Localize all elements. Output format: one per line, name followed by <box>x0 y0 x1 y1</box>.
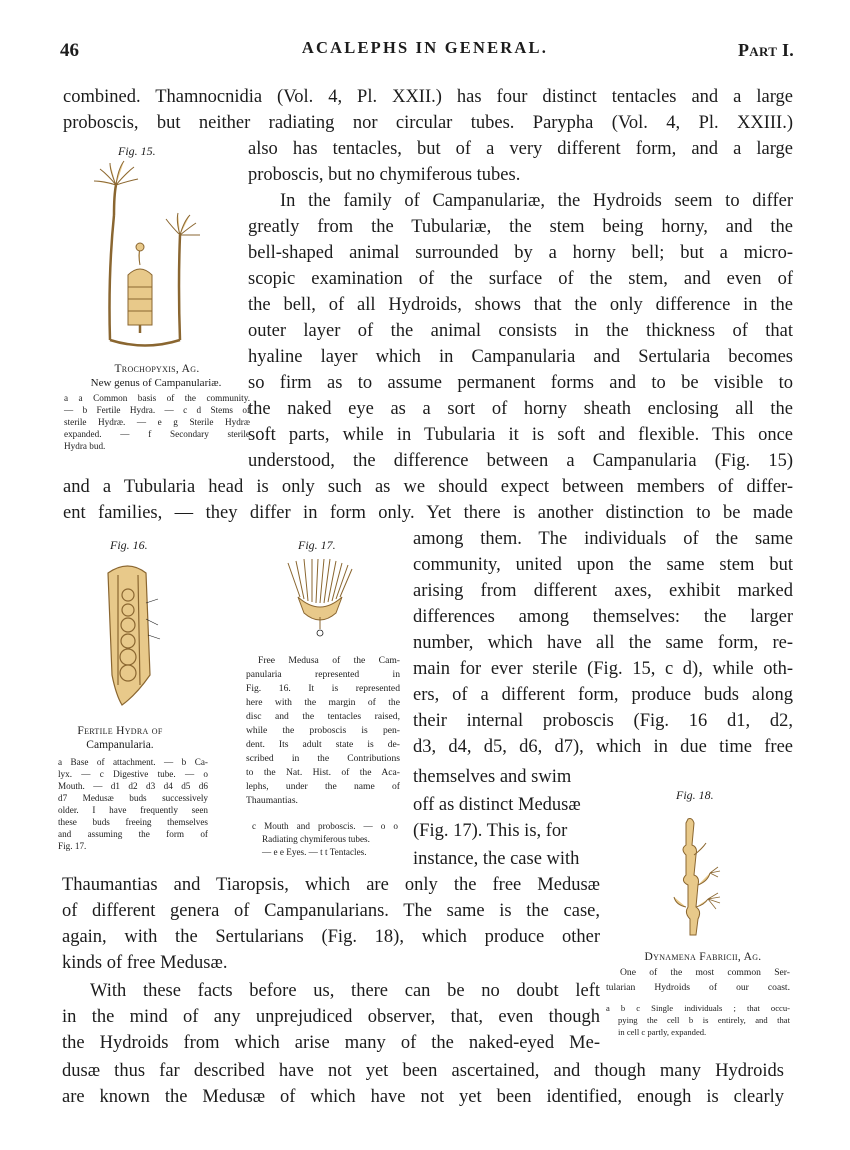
caption-line: a b c Single individuals ; that occu- <box>606 1003 790 1013</box>
caption-line: tularian Hydroids of our coast. <box>606 982 790 993</box>
body-line: differences among themselves: the larger <box>413 607 793 627</box>
body-line: instance, the case with <box>413 849 580 869</box>
legend-line: — b Fertile Hydra. — c d Stems of <box>64 405 250 415</box>
trochopyxis-illustration <box>80 155 220 360</box>
caption-line: in cell c partly, expanded. <box>618 1027 707 1037</box>
body-line: also has tentacles, but of a very different form, and a large <box>248 139 793 159</box>
body-line: main for ever sterile (Fig. 15, c d), while oth- <box>413 659 793 679</box>
body-line: are known the Medusæ of which have not yet been identified, enough is clearly <box>62 1087 784 1107</box>
legend-line: older. I have frequently seen <box>58 805 208 815</box>
body-line: and a Tubularia head is only such as we should expect between members of differ- <box>63 477 793 497</box>
body-line: the naked eye as a sort of horny sheath enclosing all the <box>248 399 793 419</box>
legend-line: a a Common basis of the community. <box>64 393 250 403</box>
caption-line: Thaumantias. <box>246 795 298 806</box>
body-line: bell-shaped animal surrounded by a horny bell; but a micro- <box>248 243 793 263</box>
body-line: so firm as to assume permanent forms and to be visible to <box>248 373 793 393</box>
caption-line: Fig. 16. It is represented <box>246 683 400 694</box>
caption-line: lephs, under the name of <box>246 781 400 792</box>
body-line: soft parts, while in Tubularia it is soft and flexible. This once <box>248 425 793 445</box>
caption-line: here with the margin of the <box>246 697 400 708</box>
caption-line: panularia represented in <box>246 669 400 680</box>
body-line: in the mind of any unprejudiced observer, that, even though <box>62 1007 600 1027</box>
body-line: understood, the difference between a Campanularia (Fig. 15) <box>248 451 793 471</box>
body-line: combined. Thamnocnidia (Vol. 4, Pl. XXII.) has four distinct tentacles and a large <box>63 87 793 107</box>
figure-subtitle: New genus of Campanulariæ. <box>90 377 222 389</box>
body-line: the bell, of all Hydroids, shows that the only difference in the <box>248 295 793 315</box>
body-line: their internal proboscis (Fig. 16 d1, d2, <box>413 711 793 731</box>
body-line: among them. The individuals of the same <box>413 529 793 549</box>
legend-line: expanded. — f Secondary sterile <box>64 429 250 439</box>
caption-line: while the proboscis is pen- <box>246 725 400 736</box>
body-line: ers, of a different form, produce buds along <box>413 685 793 705</box>
body-line: proboscis, but neither radiating nor circular tubes. Parypha (Vol. 4, Pl. XXIII.) <box>63 113 793 133</box>
caption-line: disc and the tentacles raised, <box>246 711 400 722</box>
legend-line: c Mouth and proboscis. — o o <box>252 821 398 831</box>
figure-label: Fig. 15. <box>118 144 156 158</box>
body-line: dusæ thus far described have not yet been ascertained, and though many Hydroids <box>62 1061 784 1081</box>
body-line: arising from different axes, exhibit marked <box>413 581 793 601</box>
caption-line: One of the most common Ser- <box>620 967 790 978</box>
body-line: kinds of free Medusæ. <box>62 953 228 973</box>
legend-line: Radiating chymiferous tubes. <box>262 834 370 844</box>
body-line: themselves and swim <box>413 767 572 787</box>
body-line: outer layer of the animal consists in the thickness of that <box>248 321 793 341</box>
figure-title: Dynamena Fabricii, Ag. <box>644 951 762 963</box>
body-line: scopic examination of the surface of the stem, and even of <box>248 269 793 289</box>
fertile-hydra-illustration <box>88 555 188 715</box>
figure-label: Fig. 16. <box>110 538 148 552</box>
body-line: of different genera of Campanularians. The same is the case, <box>62 901 600 921</box>
body-line: proboscis, but no chymiferous tubes. <box>248 165 521 185</box>
legend-line: Hydra bud. <box>64 441 106 451</box>
body-line: the Hydroids from which arise many of the naked-eyed Me- <box>62 1033 600 1053</box>
caption-line: scribed in the Contributions <box>246 753 400 764</box>
caption-line: dent. Its adult state is de- <box>246 739 400 750</box>
legend-line: sterile Hydræ. — e g Sterile Hydræ <box>64 417 250 427</box>
body-line: d3, d4, d5, d6, d7), which in due time free <box>413 737 793 757</box>
legend-line: a Base of attachment. — b Ca- <box>58 757 208 767</box>
body-line: hyaline layer which in Campanularia and Sertularia becomes <box>248 347 793 367</box>
figure-title: Fertile Hydra of <box>77 725 163 737</box>
legend-line: — e e Eyes. — t t Tentacles. <box>262 847 367 857</box>
legend-line: d7 Medusæ buds successively <box>58 793 208 803</box>
figure-label: Fig. 17. <box>298 538 336 552</box>
body-line: off as distinct Medusæ <box>413 795 581 815</box>
body-line: (Fig. 17). This is, for <box>413 821 568 841</box>
legend-line: Fig. 17. <box>58 841 87 851</box>
figure-subtitle: Campanularia. <box>86 739 154 751</box>
body-line: again, with the Sertularians (Fig. 18), which produce other <box>62 927 600 947</box>
page-number: 46 <box>60 40 79 61</box>
legend-line: and assuming the form of <box>58 829 208 839</box>
figure-label: Fig. 18. <box>676 788 714 802</box>
caption-line: to the Nat. Hist. of the Aca- <box>246 767 400 778</box>
running-title: ACALEPHS IN GENERAL. <box>301 38 549 57</box>
body-line: Thaumantias and Tiaropsis, which are only the free Medusæ <box>62 875 600 895</box>
body-line: ent families, — they differ in form only. Yet there is another distinction to be made <box>63 503 793 523</box>
legend-line: these buds freeing themselves <box>58 817 208 827</box>
body-line: greatly from the Tubulariæ, the stem being horny, and the <box>248 217 793 237</box>
caption-line: pying the cell b is entirely, and that <box>618 1015 790 1025</box>
legend-line: Mouth. — d1 d2 d3 d4 d5 d6 <box>58 781 208 791</box>
body-line: With these facts before us, there can be no doubt left <box>90 981 600 1001</box>
free-medusa-illustration <box>280 555 360 645</box>
body-line: community, united upon the same stem but <box>413 555 793 575</box>
figure-title: Trochopyxis, Ag. <box>114 363 200 375</box>
legend-line: lyx. — c Digestive tube. — o <box>58 769 208 779</box>
body-line: In the family of Campanulariæ, the Hydroids seem to differ <box>280 191 793 211</box>
dynamena-illustration <box>662 815 752 940</box>
body-line: number, which have all the same form, re- <box>413 633 793 653</box>
caption-line: Free Medusa of the Cam- <box>258 655 400 666</box>
part-label: Part I. <box>738 40 795 60</box>
